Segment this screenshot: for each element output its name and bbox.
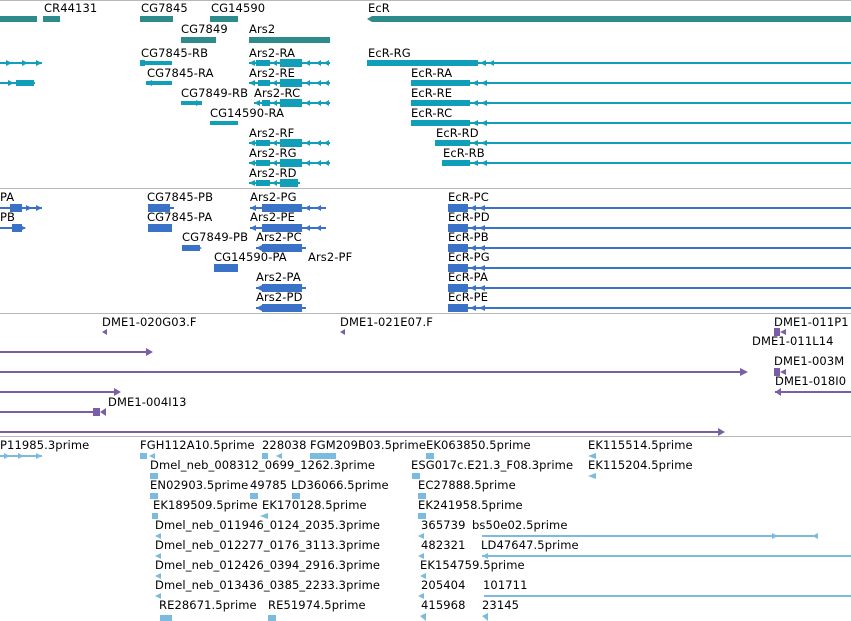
protein-ecr-pb[interactable]	[448, 244, 851, 252]
est-label[interactable]: 415968	[421, 598, 466, 612]
gene-label[interactable]: CR44131	[44, 1, 98, 15]
est-label[interactable]: RE51974.5prime	[268, 598, 366, 612]
est-label[interactable]: RE28671.5prime	[159, 598, 257, 612]
protein-label[interactable]: CG7845-PA	[147, 210, 213, 224]
transcript-label[interactable]: EcR-RG	[368, 46, 411, 60]
protein-feature[interactable]	[0, 224, 26, 232]
est-label[interactable]: Dmel_neb_012277_0176_3113.3prime	[155, 538, 381, 552]
transcript-ecr-ra[interactable]	[411, 80, 851, 86]
transcript-ecr-re[interactable]	[411, 100, 851, 106]
protein-track	[0, 189, 851, 313]
transcript-cg7849-rb[interactable]	[181, 100, 202, 106]
gene-track-features	[0, 0, 851, 44]
est-label[interactable]: 482321	[421, 538, 466, 552]
transcript-label[interactable]: Ars2-RE	[249, 66, 296, 80]
protein-label[interactable]: CG7849-PB	[182, 230, 249, 244]
protein-ecr-pc[interactable]	[448, 204, 851, 212]
protein-ecr-pg[interactable]	[448, 264, 851, 272]
clone-label[interactable]: DME1-011L14	[752, 334, 834, 348]
clone-feature[interactable]	[0, 428, 725, 436]
est-label[interactable]: EK189509.5prime	[153, 498, 258, 512]
gene-ecr-feature[interactable]	[367, 16, 851, 22]
est-label[interactable]: 101711	[483, 578, 528, 592]
est-label[interactable]: ESG017c.E21.3_F08.3prime	[411, 458, 574, 472]
est-label[interactable]: EK063850.5prime	[426, 438, 531, 452]
clone-feature[interactable]	[0, 388, 121, 396]
gene-ars2-feature[interactable]	[249, 37, 330, 43]
est-label[interactable]: P11985.3prime	[0, 438, 90, 452]
protein-label[interactable]: CG7845-PB	[147, 190, 214, 204]
transcript-label[interactable]: Ars2-RD	[249, 166, 297, 180]
est-label[interactable]: LD36066.5prime	[291, 478, 389, 492]
gene-feature[interactable]	[0, 16, 37, 22]
gene-cg7845-feature[interactable]	[140, 16, 173, 22]
transcript-cg14590-ra[interactable]	[210, 121, 238, 125]
clone-feature[interactable]	[340, 329, 345, 335]
transcript-label[interactable]: Ars2-RF	[249, 126, 295, 140]
transcript-label[interactable]: CG7845-RA	[147, 66, 214, 80]
transcript-track	[0, 44, 851, 188]
est-feature[interactable]	[482, 613, 488, 621]
est-feature[interactable]	[268, 615, 276, 621]
transcript-label[interactable]: CG7849-RB	[181, 86, 249, 100]
protein-label[interactable]: EcR-PE	[448, 290, 489, 304]
clone-feature[interactable]	[0, 368, 748, 376]
gene-label[interactable]: CG7849	[181, 22, 228, 36]
transcript-cg7845-ra[interactable]	[146, 80, 172, 86]
est-label[interactable]: Dmel_neb_012426_0394_2916.3prime	[155, 558, 381, 572]
gene-cg7849-feature[interactable]	[181, 37, 216, 43]
clone-label[interactable]: DME1-021E07.F	[340, 315, 433, 329]
transcript-label[interactable]: EcR-RE	[411, 86, 453, 100]
protein-label[interactable]: EcR-PB	[448, 230, 489, 244]
gene-label[interactable]: CG14590	[211, 1, 266, 15]
protein-label[interactable]: Ars2-PF	[308, 250, 353, 264]
clone-label[interactable]: DME1-018I0	[775, 374, 847, 388]
est-label[interactable]: EN02903.5prime	[150, 478, 249, 492]
gene-track	[0, 0, 851, 44]
est-label[interactable]: EK115514.5prime	[588, 438, 693, 452]
protein-track-features	[0, 189, 851, 313]
clone-feature[interactable]	[0, 408, 106, 416]
est-label[interactable]: EK115204.5prime	[588, 458, 693, 472]
gene-label[interactable]: EcR	[368, 1, 390, 15]
est-label[interactable]: 228038	[262, 438, 307, 452]
est-label[interactable]: 23145	[482, 598, 520, 612]
transcript-feature[interactable]	[0, 80, 35, 86]
protein-ecr-pa[interactable]	[448, 284, 851, 292]
protein-label[interactable]: EcR-PC	[448, 190, 489, 204]
transcript-feature[interactable]	[0, 60, 42, 66]
clone-track-features	[0, 314, 851, 436]
transcript-label[interactable]: Ars2-RA	[249, 46, 296, 60]
est-label[interactable]: Dmel_neb_013436_0385_2233.3prime	[155, 578, 381, 592]
protein-label[interactable]: PB	[0, 210, 16, 224]
protein-label[interactable]: EcR-PA	[448, 270, 488, 284]
protein-label[interactable]: Ars2-PG	[250, 190, 297, 204]
protein-label[interactable]: PA	[0, 190, 15, 204]
est-label[interactable]: LD47647.5prime	[481, 538, 579, 552]
est-label[interactable]: EC27888.5prime	[418, 478, 516, 492]
est-label[interactable]: 365739	[421, 518, 466, 532]
transcript-ecr-rb[interactable]	[442, 160, 851, 166]
clone-label[interactable]: DME1-020G03.F	[102, 315, 197, 329]
protein-label[interactable]: Ars2-PA	[256, 270, 301, 284]
protein-ars2-pd[interactable]	[256, 304, 306, 312]
transcript-label[interactable]: CG7845-RB	[141, 46, 209, 60]
est-label[interactable]: Dmel_neb_011946_0124_2035.3prime	[155, 518, 381, 532]
protein-ecr-pe[interactable]	[448, 304, 851, 312]
est-label[interactable]: 205404	[421, 578, 466, 592]
protein-cg7849-pb[interactable]	[182, 245, 202, 251]
protein-label[interactable]: Ars2-PE	[250, 210, 295, 224]
transcript-label[interactable]: CG14590-RA	[210, 106, 285, 120]
protein-label[interactable]: Ars2-PC	[256, 230, 302, 244]
transcript-ars2-rd[interactable]	[249, 179, 300, 187]
est-label[interactable]: Dmel_neb_008312_0699_1262.3prime	[150, 458, 376, 472]
est-track	[0, 437, 851, 621]
transcript-label[interactable]: Ars2-RC	[254, 86, 301, 100]
gene-cr44131-feature[interactable]	[43, 16, 60, 22]
gene-label[interactable]: Ars2	[249, 22, 276, 36]
gene-label[interactable]: CG7845	[141, 1, 188, 15]
est-label[interactable]: EK170128.5prime	[262, 498, 367, 512]
protein-label[interactable]: EcR-PD	[448, 210, 490, 224]
protein-cg14590-pa[interactable]	[214, 264, 238, 272]
est-feature[interactable]	[0, 453, 42, 459]
transcript-label[interactable]: EcR-RD	[436, 126, 479, 140]
clone-label[interactable]: DME1-003M	[774, 354, 845, 368]
transcript-ecr-rd[interactable]	[435, 140, 851, 146]
protein-cg7845-pa[interactable]	[148, 224, 172, 232]
est-label[interactable]: bs50e02.5prime	[472, 518, 568, 532]
protein-label[interactable]: EcR-PG	[448, 250, 490, 264]
protein-label[interactable]: CG14590-PA	[214, 250, 287, 264]
clone-track	[0, 314, 851, 436]
clone-label[interactable]: DME1-004I13	[108, 395, 187, 409]
est-label[interactable]: 49785	[250, 478, 288, 492]
clone-feature[interactable]	[102, 329, 107, 335]
est-feature[interactable]	[588, 473, 596, 479]
protein-ecr-pd[interactable]	[448, 224, 851, 232]
est-label[interactable]: EK241958.5prime	[418, 498, 523, 512]
est-label[interactable]: FGM209B03.5prime	[310, 438, 426, 452]
est-feature[interactable]	[418, 533, 818, 539]
transcript-label[interactable]: Ars2-RG	[249, 146, 297, 160]
protein-label[interactable]: Ars2-PD	[256, 290, 303, 304]
clone-feature[interactable]	[0, 348, 153, 356]
est-label[interactable]: EK154759.5prime	[420, 558, 525, 572]
transcript-label[interactable]: EcR-RC	[411, 106, 453, 120]
clone-feature[interactable]	[775, 388, 851, 396]
transcript-label[interactable]: EcR-RA	[411, 66, 453, 80]
transcript-label[interactable]: EcR-RB	[443, 146, 485, 160]
est-label[interactable]: FGH112A10.5prime	[140, 438, 255, 452]
clone-label[interactable]: DME1-011P1	[774, 315, 849, 329]
est-feature[interactable]	[160, 615, 172, 621]
est-feature[interactable]	[420, 613, 426, 621]
